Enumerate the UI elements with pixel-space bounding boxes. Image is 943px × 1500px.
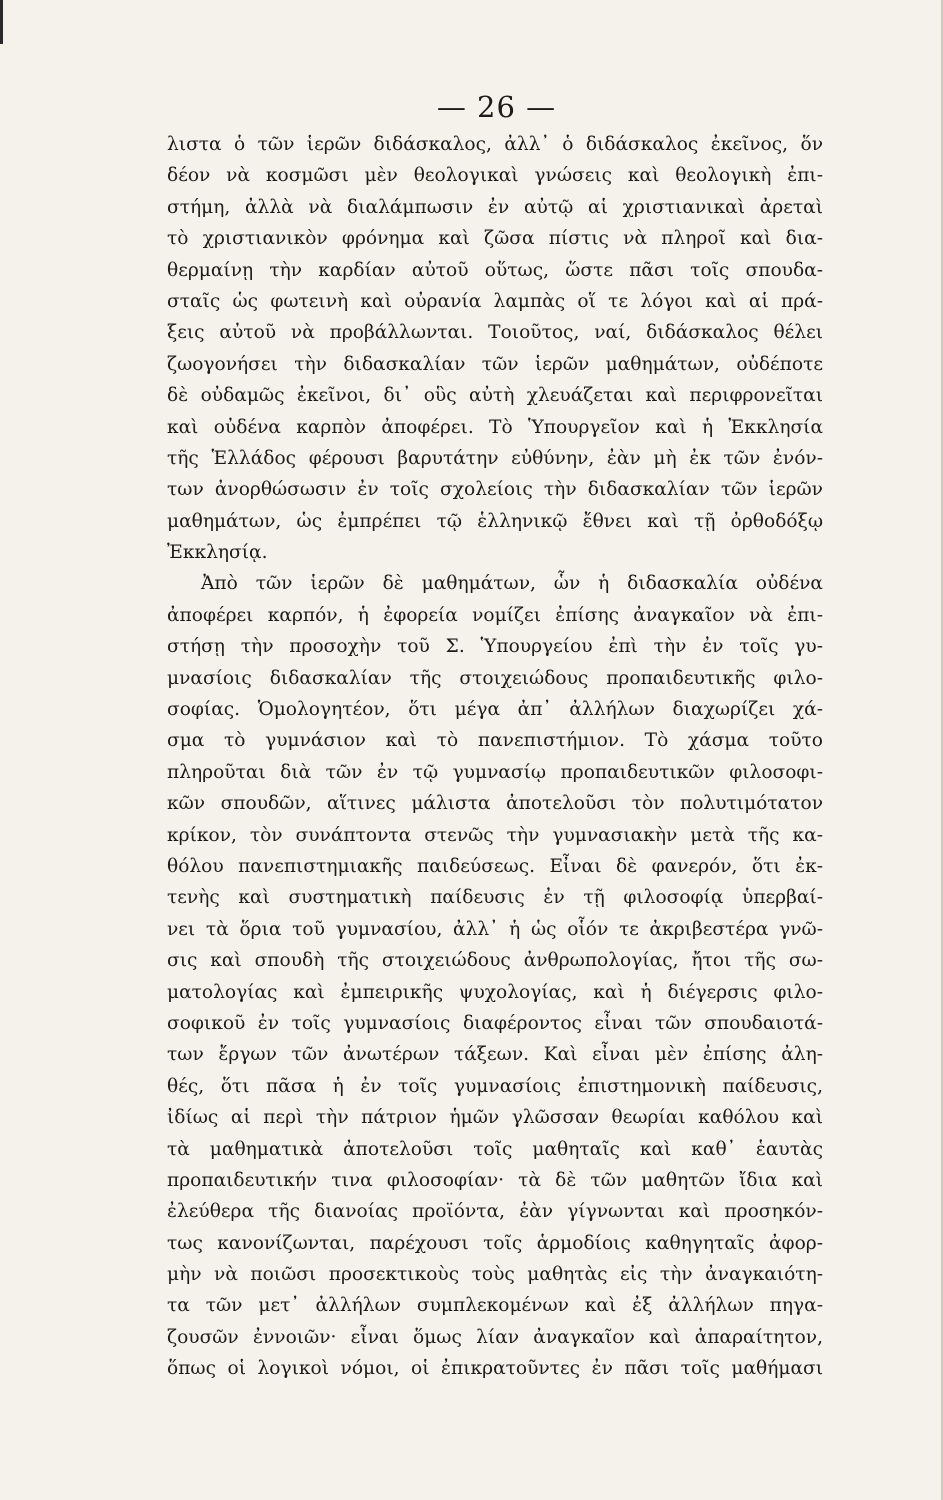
text-line: ὅπως οἱ λογικοὶ νόμοι, οἱ ἐπικρατοῦντες ἐν πᾶσι τοῖς μαθήμασι: [167, 1358, 823, 1380]
text-line: λιστα ὁ τῶν ἱερῶν διδάσκαλος, ἀλλ᾽ ὁ διδάσκαλος ἐκεῖνος, ὅν: [167, 134, 823, 155]
text-line: καὶ οὐδένα καρπὸν ἀποφέρει. Τὸ Ὑπουργεῖον καὶ ἡ Ἐκκλησία: [167, 416, 823, 438]
text-line: ζουσῶν ἐννοιῶν· εἶναι ὅμως λίαν ἀναγκαῖον καὶ ἀπαραίτητον,: [167, 1326, 823, 1348]
body-text: [167, 129, 823, 1385]
text-line: τῆς Ἑλλάδος φέρουσι βαρυτάτην εὐθύνην, ἐὰν μὴ ἐκ τῶν ἐνόν-: [167, 447, 823, 469]
text-line: θόλου πανεπιστημιακῆς παιδεύσεως. Εἶναι δὲ φανερόν, ὅτι ἐκ-: [167, 855, 823, 877]
text-line: σις καὶ σπουδὴ τῆς στοιχειώδους ἀνθρωπολογίας, ἤτοι τῆς σω-: [167, 950, 823, 972]
text-line: κρίκον, τὸν συνάπτοντα στενῶς τὴν γυμνασιακὴν μετὰ τῆς κα-: [167, 824, 823, 846]
text-line: μαθημάτων, ὡς ἐμπρέπει τῷ ἑλληνικῷ ἔθνει καὶ τῇ ὀρθοδόξῳ: [167, 510, 823, 532]
text-line: σταῖς ὡς φωτεινὴ καὶ οὐρανία λαμπὰς οἵ τε λόγοι καὶ αἱ πρά-: [167, 290, 823, 312]
text-line: ματολογίας καὶ ἐμπειρικῆς ψυχολογίας, καὶ ἡ διέγερσις φιλο-: [167, 981, 823, 1003]
text-line: σοφίας. Ὁμολογητέον, ὅτι μέγα ἀπ᾽ ἀλλήλων διαχωρίζει χά-: [167, 699, 823, 721]
text-line: τὰ μαθηματικὰ ἀποτελοῦσι τοῖς μαθηταῖς καὶ καθ᾽ ἑαυτὰς: [167, 1138, 823, 1160]
page-number: [0, 90, 943, 124]
text-line: δέον νὰ κοσμῶσι μὲν θεολογικαὶ γνώσεις καὶ θεολογικὴ ἐπι-: [167, 165, 823, 187]
page-number-text: — 26 —: [436, 90, 557, 124]
text-line: δὲ οὐδαμῶς ἐκεῖνοι, δι᾽ οὓς αὐτὴ χλευάζεται καὶ περιφρονεῖται: [167, 385, 823, 407]
text-line: κῶν σπουδῶν, αἵτινες μάλιστα ἀποτελοῦσι τὸν πολυτιμότατον: [167, 793, 823, 815]
text-line: στήμη, ἀλλὰ νὰ διαλάμπωσιν ἐν αὐτῷ αἱ χριστιανικαὶ ἀρεταὶ: [167, 196, 823, 218]
text-line: ἐλεύθερα τῆς διανοίας προϊόντα, ἐὰν γίγνωνται καὶ προσηκόν-: [167, 1201, 823, 1223]
text-line: σοφικοῦ ἐν τοῖς γυμνασίοις διαφέροντος εἶναι τῶν σπουδαιοτά-: [167, 1012, 823, 1034]
text-line: τενὴς καὶ συστηματικὴ παίδευσις ἐν τῇ φιλοσοφίᾳ ὑπερβαί-: [167, 887, 823, 909]
text-line: ἰδίως αἱ περὶ τὴν πάτριον ἡμῶν γλῶσσαν θεωρίαι καθόλου καὶ: [167, 1107, 823, 1129]
text-line: προπαιδευτικήν τινα φιλοσοφίαν· τὰ δὲ τῶν μαθητῶν ἴδια καὶ: [167, 1169, 823, 1191]
text-line: πληροῦται διὰ τῶν ἐν τῷ γυμνασίῳ προπαιδευτικῶν φιλοσοφι-: [167, 761, 823, 783]
text-line: ζωογονήσει τὴν διδασκαλίαν τῶν ἱερῶν μαθημάτων, οὐδέποτε: [167, 353, 823, 375]
text-line: θές, ὅτι πᾶσα ἡ ἐν τοῖς γυμνασίοις ἐπιστημονικὴ παίδευσις,: [167, 1075, 823, 1097]
text-line: τα τῶν μετ᾽ ἀλλήλων συμπλεκομένων καὶ ἐξ ἀλλήλων πηγα-: [167, 1295, 823, 1317]
text-line: ξεις αὐτοῦ νὰ προβάλλωνται. Τοιοῦτος, ναί, διδάσκαλος θέλει: [167, 322, 823, 344]
text-line: στήσῃ τὴν προσοχὴν τοῦ Σ. Ὑπουργείου ἐπὶ τὴν ἐν τοῖς γυ-: [167, 636, 823, 658]
text-line: θερμαίνῃ τὴν καρδίαν αὐτοῦ οὕτως, ὥστε πᾶσι τοῖς σπουδα-: [167, 259, 823, 281]
text-line: τὸ χριστιανικὸν φρόνημα καὶ ζῶσα πίστις νὰ πληροῖ καὶ δια-: [167, 228, 823, 250]
text-line: νει τὰ ὅρια τοῦ γυμνασίου, ἀλλ᾽ ἡ ὡς οἷόν τε ἀκριβεστέρα γνῶ-: [167, 918, 823, 940]
text-line: μὴν νὰ ποιῶσι προσεκτικοὺς τοὺς μαθητὰς εἰς τὴν ἀναγκαιότη-: [167, 1264, 823, 1286]
text-line: των ἔργων τῶν ἀνωτέρων τάξεων. Καὶ εἶναι μὲν ἐπίσης ἀλη-: [167, 1044, 823, 1066]
text-line: ἀποφέρει καρπόν, ἡ ἐφορεία νομίζει ἐπίσης ἀναγκαῖον νὰ ἐπι-: [167, 604, 823, 626]
paragraph-start-line: Ἀπὸ τῶν ἱερῶν δὲ μαθημάτων, ὧν ἡ διδασκαλία οὐδένα: [201, 573, 823, 595]
text-line: μνασίοις διδασκαλίαν τῆς στοιχειώδους προπαιδευτικῆς φιλο-: [167, 667, 823, 689]
text-line: Ἐκκλησίᾳ.: [167, 542, 268, 564]
text-line: τως κανονίζωνται, παρέχουσι τοῖς ἁρμοδίοις καθηγηταῖς ἀφορ-: [167, 1232, 823, 1254]
page-edge-mark: [0, 0, 3, 44]
text-line: σμα τὸ γυμνάσιον καὶ τὸ πανεπιστήμιον. Τὸ χάσμα τοῦτο: [167, 730, 823, 752]
text-line: των ἀνορθώσωσιν ἐν τοῖς σχολείοις τὴν διδασκαλίαν τῶν ἱερῶν: [167, 479, 823, 501]
